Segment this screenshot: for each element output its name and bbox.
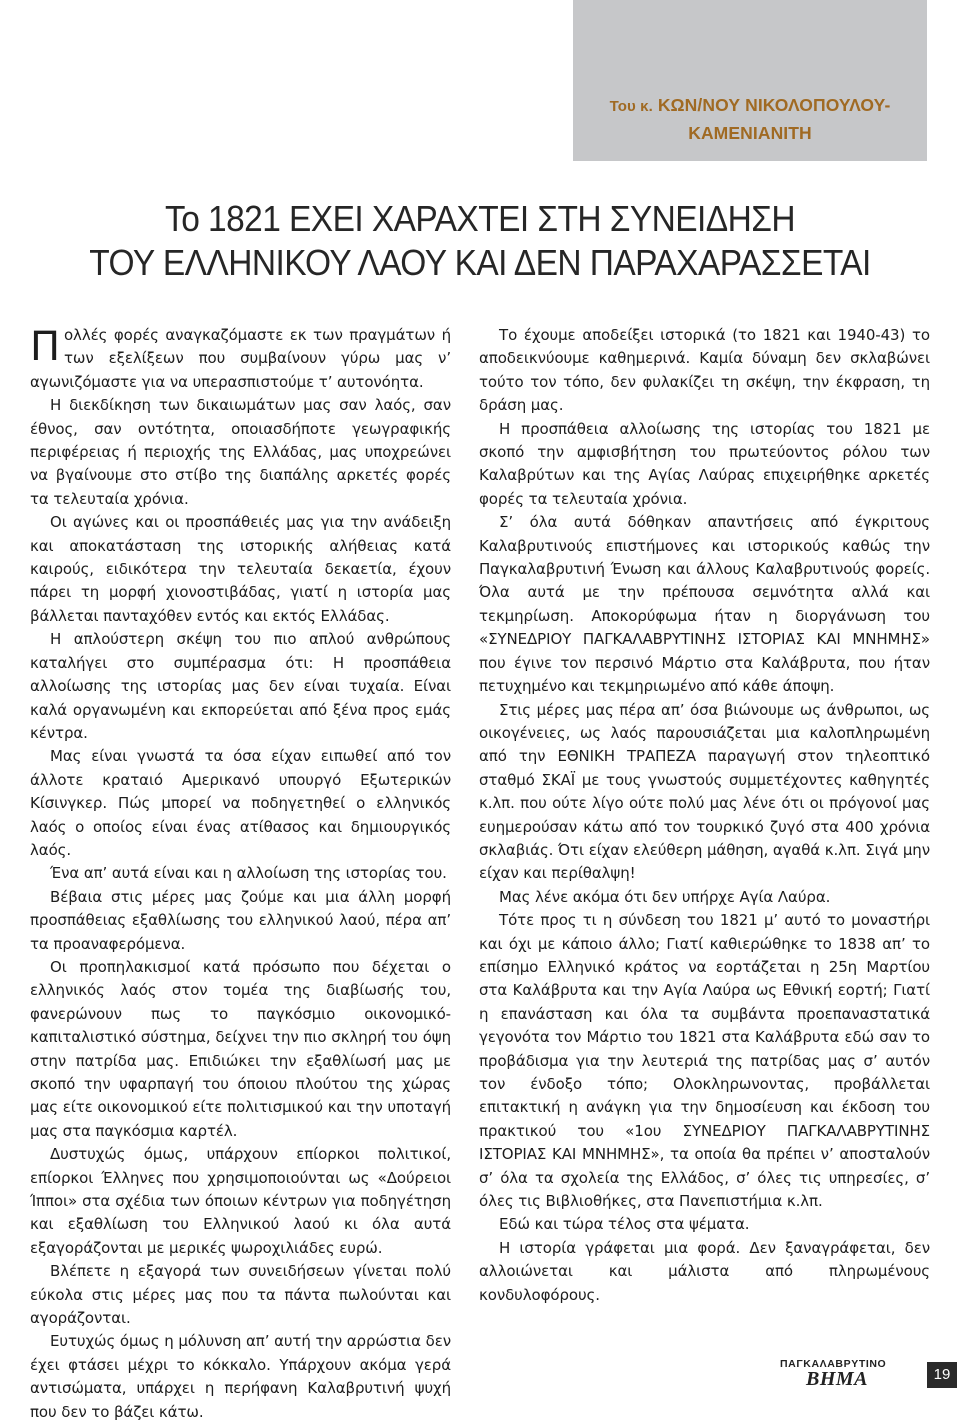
article-paragraph: Οι προπηλακισμοί κατά πρόσωπο που δέχεται ο ελληνικός λαός στον τομέα της διαβίωσής του, φανερώνουν πως το παγκόσμιο οικονομικό-καπιταλιστικό σύστημα, δείχνει την πιο σκληρή του όψη στην πατρίδα μας. Επιδιώκει την εξαθλίωσή μας με σκοπό την υφαρπαγή του όποιου πλούτου της χώρας μας είτε οικονομικού είτε πολιτισμικού και την υποταγή μας στα παγκόσμια καρτέλ. xyxy=(30,957,451,1140)
article-paragraph: Δυστυχώς όμως, υπάρχουν επίορκοι πολιτικοί, επίορκοι Έλληνες που χρησιμοποιούνται ως «Δούρειοι Ίπποι» στα σχέδια των όποιων κέντρων για ποδηγέτηση και εξαθλίωση του Ελληνικού λαού κι όλα αυτά εξαγοράζονται με μερικές ψωροχιλιάδες ευρώ. xyxy=(30,1145,451,1257)
author-name-line1: ΚΩΝ/ΝΟΥ ΝΙΚΟΛΟΠΟΥΛΟΥ- xyxy=(657,95,891,115)
magazine-logo xyxy=(780,1356,926,1388)
article-column-left xyxy=(30,324,451,1424)
paragraph-text: ολλές φορές αναγκαζόμαστε εκ των πραγμάτων ή των εξελίξεων που συμβαίνουν γύρω μας ν’ αγωνιζόμαστε για να υπερασπιστούμε τ’ αυτονόητα. xyxy=(30,326,451,391)
article-paragraph: Οι αγώνες και οι προσπάθειές μας για την ανάδειξη και αποκατάσταση της ιστορικής αλήθειας κατά καιρούς, ειδικότερα την τελευταία δεκαετία, έχουν πάρει τη μορφή χιονοστιβάδας, γιατί η ιστορία μας βάλλεται πανταχόθεν εντός και εκτός Ελλάδας. xyxy=(30,513,451,625)
article-paragraph: Μας είναι γνωστά τα όσα είχαν ειπωθεί από τον άλλοτε κραταιό Αμερικανό υπουργό Εξωτερικών Κίσινγκερ. Πώς μπορεί να ποδηγετηθεί ο ελληνικός λαός ο οποίος είναι ένας ατίθασος και δημιουργικός λαός. xyxy=(30,747,451,859)
author-prefix: Του κ. xyxy=(609,98,653,115)
article-paragraph: Εδώ και τώρα τέλος στα ψέματα. xyxy=(499,1215,750,1234)
article-paragraph: Η απλούστερη σκέψη του πιο απλού ανθρώπους καταλήγει στο συμπέρασμα ότι: Η προσπάθεια αλλοίωσης της ιστορίας μας δεν είναι τυχαία. Είναι καλά οργανωμένη και εκπορεύεται από ξένα προς εμάς κέντρα. xyxy=(30,630,451,742)
article-paragraph: Βέβαια στις μέρες μας ζούμε και μια άλλη μορφή προσπάθειας εξαθλίωσης του ελληνικού λαού, πέρα απ’ τα προαναφερόμενα. xyxy=(30,887,451,953)
article-paragraph: Η ιστορία γράφεται μια φορά. Δεν ξαναγράφεται, δεν αλλοιώνεται και μάλιστα από πληρωμένους κονδυλοφόρους. xyxy=(479,1238,930,1304)
article-title-line1: Το 1821 ΕΧΕΙ ΧΑΡΑΧΤΕΙ ΣΤΗ ΣΥΝΕΙΔΗΣΗ xyxy=(165,198,795,239)
logo-wordmark-top: ΠΑΓΚΑΛΑΒΡΥΤΙΝΟ xyxy=(780,1358,887,1370)
logo-wordmark-bottom: ΒΗΜΑ xyxy=(806,1368,869,1390)
author-byline xyxy=(573,92,927,146)
article-paragraph: Τότε προς τι η σύνδεση του 1821 μ’ αυτό το μοναστήρι και όχι με κάποιο άλλο; Γιατί καθιερώθηκε το 1838 απ’ το επίσημο Ελληνικό κράτος να εορτάζεται η 25η Μαρτίου στα Καλάβρυτα και την Αγία Λαύρα ως Εθνική εορτή; Γιατί η επανάσταση και όλα τα συμβάντα προεπαναστατικά γεγονότα τον Μάρτιο του 1821 στα Καλάβρυτα εδώ σαν το προβάδισμα για την λευτεριά της πατρίδας μας σ’ αυτόν τον ένδοξο τόπο; Ολοκληρωνοντας, προβάλλεται επιτακτική η ανάγκη για την δημοσίευση και έκδοση του πρακτικού του «1ου ΣΥΝΕΔΡΙΟΥ ΠΑΓΚΑΛΑΒΡΥΤΙΝΗΣ ΙΣΤΟΡΙΑΣ ΚΑΙ ΜΝΗΜΗΣ», τα οποία θα πρέπει ν’ αποσταλούν σ’ όλα τα σχολεία της Ελλάδος, σ’ όλες τις υπηρεσίες, σ’ όλες τις Βιβλιοθήκες, στα Πανεπιστήμια κ.λπ. xyxy=(479,911,930,1211)
article-paragraph: Σ’ όλα αυτά δόθηκαν απαντήσεις από έγκριτους Καλαβρυτινούς επιστήμονες και ιστορικούς καθώς την Παγκαλαβρυτινή Ένωση και άλλους Καλαβρυτινούς φορείς. Όλα αυτά με την πρέπουσα σεμνότητα αλλά και τεκμηρίωση. Αποκορύφωμα ήταν η διοργάνωση του «ΣΥΝΕΔΡΙΟΥ ΠΑΓΚΑΛΑΒΡΥΤΙΝΗΣ ΙΣΤΟΡΙΑΣ ΚΑΙ ΜΝΗΜΗΣ» που έγινε τον περσινό Μάρτιο στα Καλάβρυτα, που ήταν πετυχημένο και τεκμηριωμένο από κάθε άποψη. xyxy=(479,513,930,696)
article-column-right xyxy=(479,324,930,1307)
article-paragraph: Μας λένε ακόμα ότι δεν υπήρχε Αγία Λαύρα. xyxy=(499,887,831,906)
article-title-line2: ΤΟΥ ΕΛΛΗΝΙΚΟΥ ΛΑΟΥ ΚΑΙ ΔΕΝ ΠΑΡΑΧΑΡΑΣΣΕΤΑΙ xyxy=(89,242,871,283)
author-box xyxy=(573,0,927,161)
page-number: 19 xyxy=(927,1362,957,1388)
article-paragraph: Στις μέρες μας πέρα απ’ όσα βιώνουμε ως άνθρωποι, ως οικογένειες, ως λαός παρουσιάζεται μια καλοπληρωμένη από την ΕΘΝΙΚΗ ΤΡΑΠΕΖΑ παραγωγή στον τηλεοπτικό σταθμό ΣΚΑΪ με τους γνωστούς συμμετέχοντες καθηγητές κ.λπ. που ούτε λίγο ούτε πολύ μας λένε ότι οι πρόγονοί μας ευημερούσαν κάτω από τον τουρκικό ζυγό στα 400 χρόνια σκλαβιάς. Ότι είχαν ελεύθερη μάθηση, αγαθά κ.λπ. Σιγά μην είχαν και περίθαλψη! xyxy=(479,700,930,883)
drop-cap: Π xyxy=(30,324,60,370)
article-paragraph: Ένα απ’ αυτά είναι και η αλλοίωση της ιστορίας του. xyxy=(50,864,447,883)
article-paragraph: Βλέπετε η εξαγορά των συνειδήσεων γίνεται πολύ εύκολα στις μέρες μας που τα πάντα πωλούνται και αγοράζονται. xyxy=(30,1262,451,1328)
article-paragraph xyxy=(30,324,451,394)
article-paragraph: Η προσπάθεια αλλοίωσης της ιστορίας του 1821 με σκοπό την αμφισβήτηση του πρωτεύοντος ρόλου των Καλαβρύτων και της Αγίας Λαύρας επιχειρήθηκε αρκετές φορές τα τελευταία χρόνια. xyxy=(479,419,930,508)
article-paragraph: Η διεκδίκηση των δικαιωμάτων μας σαν λαός, σαν έθνος, σαν οντότητα, οποιασδήποτε γεωγραφικής περιφέρειας ή περιοχής της Ελλάδας, μας υποχρεώνει να βγαίνουμε στο στίβο της διαπάλης αρκετές φορές τα τελευταία χρόνια. xyxy=(30,396,451,508)
article-paragraph: Το έχουμε αποδείξει ιστορικά (το 1821 και 1940-43) το αποδεικνύουμε καθημερινά. Καμία δύναμη δεν σκλαβώνει τούτο τον τόπο, δεν φυλακίζει τη σκέψη, την έκφραση, τη δράση μας. xyxy=(479,326,930,415)
author-name-line2: ΚΑΜΕΝΙΑΝΙΤΗ xyxy=(688,123,812,143)
article-paragraph: Ευτυχώς όμως η μόλυνση απ’ αυτή την αρρώστια δεν έχει φτάσει μέχρι το κόκκαλο. Υπάρχουν ακόμα γερά αντισώματα, υπάρχει η περήφανη Καλαβρυτινή ψυχή που δεν το βάζει κάτω. xyxy=(30,1332,451,1421)
